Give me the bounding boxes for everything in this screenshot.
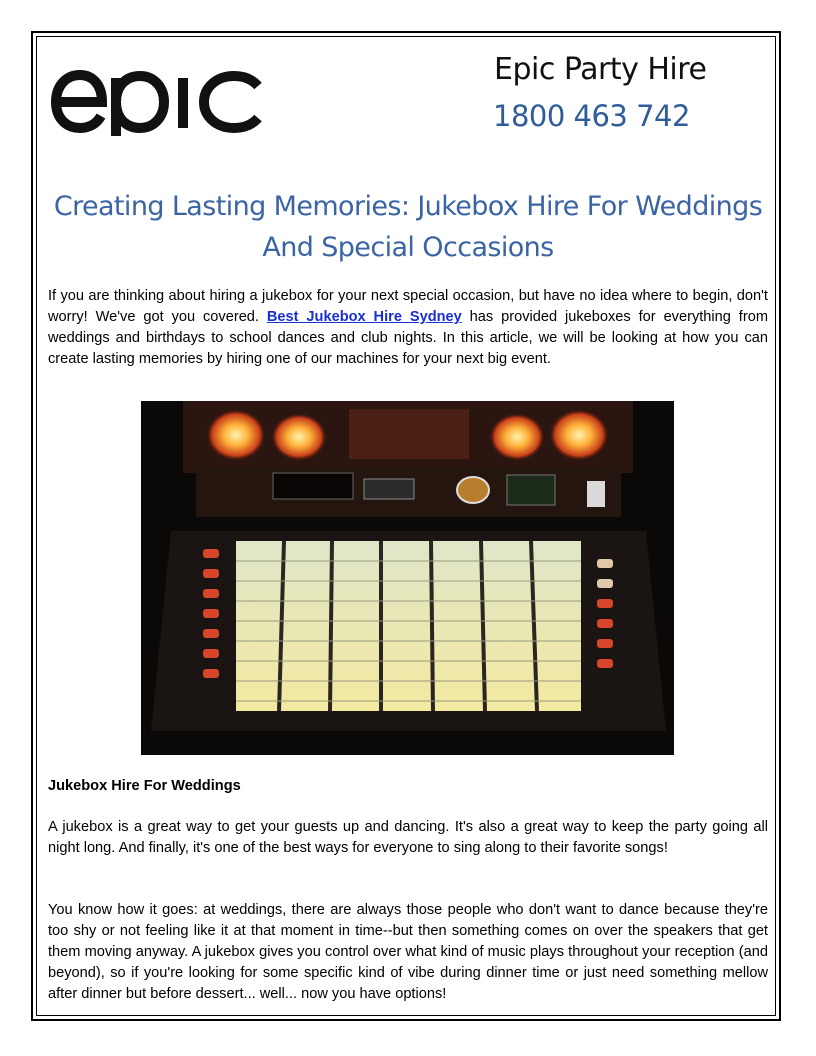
- paragraph-weddings: A jukebox is a great way to get your guests up and dancing. It's also a great way to keep the party going all night long. And finally, it's one of the best ways for everyone to sing along to their favorite songs!: [48, 819, 768, 856]
- epic-logo: [50, 66, 266, 136]
- section-heading: Jukebox Hire For Weddings: [48, 778, 241, 794]
- intro-paragraph: If you are thinking about hiring a jukebox for your next special occasion, but have no idea where to begin, don't worry! We've got you covered. Best Jukebox Hire Sydney has provided jukeboxes for everything from weddings and birthdays to school dances and club nights. In this article, we will be looking at how you can create lasting memories by hiring one of our machines for your next big event.: [48, 288, 768, 367]
- best-jukebox-hire-link[interactable]: Best Jukebox Hire Sydney: [266, 309, 462, 325]
- phone-number: 1800 463 742: [493, 99, 690, 133]
- company-name: Epic Party Hire: [494, 52, 707, 87]
- paragraph-guests: You know how it goes: at weddings, there are always those people who don't want to dance because they're too shy or not feeling like it at that moment in time--but then something comes on over the speakers that get them moving anyway. A jukebox gives you control over what kind of music plays throughout your reception (and beyond), so if you're looking for some specific kind of vibe during dinner time or just need something mellow after dinner but before dessert... well... now you have options!: [48, 902, 768, 1002]
- page-title: Creating Lasting Memories: Jukebox Hire For Weddings And Special Occasions: [53, 191, 763, 263]
- jukebox-photo: [141, 401, 674, 755]
